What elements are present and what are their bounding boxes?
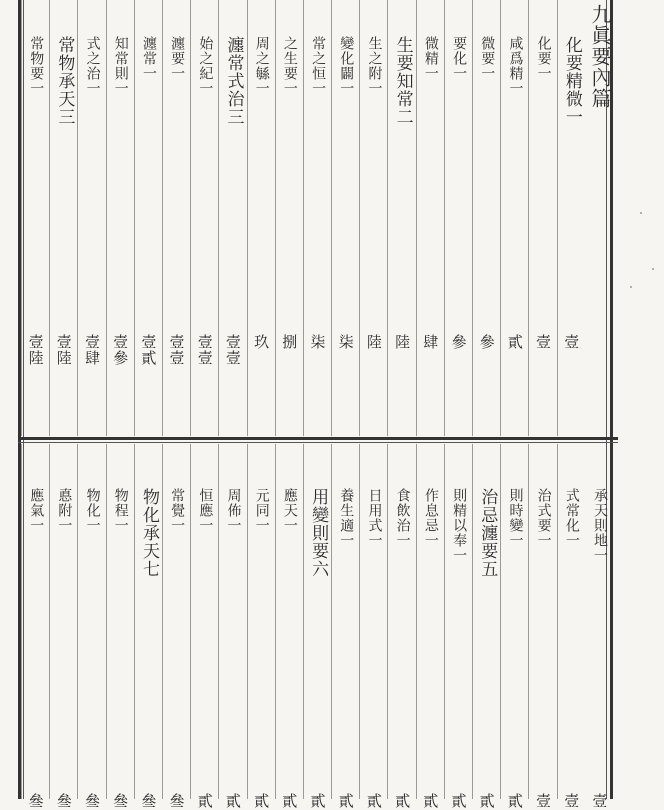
page-number: 陸 xyxy=(366,333,382,351)
section-title: 則時變一 xyxy=(507,488,524,548)
toc-column xyxy=(359,0,388,436)
toc-column xyxy=(106,444,135,810)
toc-column xyxy=(77,0,106,436)
section-title: 治式要一 xyxy=(535,488,552,548)
toc-column xyxy=(472,0,501,436)
page-number: 貳 xyxy=(395,792,411,810)
chapter-title: 生要知常二 xyxy=(392,36,413,126)
page-number: 柒 xyxy=(338,333,354,351)
book-page xyxy=(18,0,618,810)
section-title: 周佈一 xyxy=(225,488,242,533)
section-title: 常覺一 xyxy=(169,488,186,533)
page-number: 貳 xyxy=(254,792,270,810)
page-number: 壹肆 xyxy=(84,333,100,367)
toc-column xyxy=(416,444,445,810)
toc-column xyxy=(275,0,304,436)
page-number: 柒 xyxy=(310,333,326,351)
section-title: 微精一 xyxy=(422,36,439,81)
section-divider xyxy=(18,437,618,440)
chapter-title: 化要精微一 xyxy=(561,36,582,126)
section-title: 作息忌一 xyxy=(422,488,439,548)
scan-speck xyxy=(640,212,642,214)
toc-column xyxy=(387,0,416,436)
section-title: 悳附一 xyxy=(56,488,73,533)
section-title: 應天一 xyxy=(281,488,298,533)
page-number: 貳 xyxy=(310,792,326,810)
page-number: 貳 xyxy=(451,792,467,810)
page-number: 壹 xyxy=(564,333,580,351)
toc-column xyxy=(416,0,445,436)
page-number: 叄 xyxy=(141,792,157,810)
page-number: 玖 xyxy=(254,333,270,351)
toc-column xyxy=(218,444,247,810)
toc-column xyxy=(303,0,332,436)
page-number: 叄 xyxy=(28,792,44,810)
chapter-title: 瀍常式治三 xyxy=(223,36,244,126)
toc-column xyxy=(162,444,191,810)
section-title: 食飲治一 xyxy=(394,488,411,548)
toc-column xyxy=(21,0,50,436)
section-title: 式之治一 xyxy=(84,36,101,96)
toc-column xyxy=(247,0,276,436)
page-number: 叄 xyxy=(56,792,72,810)
page-number: 參 xyxy=(479,333,495,351)
page-number: 貳 xyxy=(282,792,298,810)
page-number: 貳 xyxy=(338,792,354,810)
toc-column xyxy=(472,444,501,810)
section-title: 元同一 xyxy=(253,488,270,533)
section-title: 咸爲精一 xyxy=(507,36,524,96)
section-title: 周之緐一 xyxy=(253,36,270,96)
page-number: 陸 xyxy=(395,333,411,351)
page-number: 壹陸 xyxy=(28,333,44,367)
page-number: 叄 xyxy=(84,792,100,810)
toc-column xyxy=(21,444,50,810)
section-title: 化要一 xyxy=(535,36,552,81)
toc-column xyxy=(134,0,163,436)
page-number: 肆 xyxy=(423,333,439,351)
book-title: 九眞要內篇 xyxy=(588,4,612,109)
page-number: 壹壹 xyxy=(169,333,185,367)
page-number: 壹參 xyxy=(113,333,129,367)
section-divider-inner xyxy=(18,442,618,443)
page-number: 貳 xyxy=(479,792,495,810)
page-number: 貳 xyxy=(423,792,439,810)
chapter-title: 常物承天三 xyxy=(54,36,75,126)
toc-column xyxy=(557,0,586,436)
book-title-column xyxy=(586,0,614,436)
page-number: 壹 xyxy=(536,333,552,351)
section-title: 微要一 xyxy=(479,36,496,81)
toc-column xyxy=(49,444,78,810)
toc-column xyxy=(190,444,219,810)
section-title: 瀍要一 xyxy=(169,36,186,81)
section-title: 物化一 xyxy=(84,488,101,533)
toc-column xyxy=(134,444,163,810)
section-title: 養生適一 xyxy=(338,488,355,548)
scan-speck xyxy=(630,286,632,288)
toc-column xyxy=(247,444,276,810)
page-number: 壹 xyxy=(536,792,552,810)
page-number: 貳 xyxy=(507,792,523,810)
toc-column xyxy=(528,444,557,810)
chapter-title: 治忌瀍要五 xyxy=(477,488,498,578)
page-number: 壹壹 xyxy=(197,333,213,367)
toc-column xyxy=(444,444,473,810)
toc-column xyxy=(49,0,78,436)
toc-column xyxy=(500,444,529,810)
page-number: 壹 xyxy=(564,792,580,810)
page-number: 貳 xyxy=(197,792,213,810)
toc-column xyxy=(331,0,360,436)
section-title: 要化一 xyxy=(451,36,468,81)
toc-column xyxy=(528,0,557,436)
section-title: 式常化一 xyxy=(563,488,580,548)
page-number: 壹壹 xyxy=(225,333,241,367)
page-number: 壹貳 xyxy=(141,333,157,367)
page-number: 參 xyxy=(451,333,467,351)
toc-column xyxy=(444,0,473,436)
toc-column xyxy=(162,0,191,436)
toc-column xyxy=(218,0,247,436)
toc-column xyxy=(331,444,360,810)
page-number: 貳 xyxy=(366,792,382,810)
page-number: 壹 xyxy=(592,792,608,810)
section-title: 常物要一 xyxy=(28,36,45,96)
toc-column xyxy=(303,444,332,810)
section-title: 承天則地一 xyxy=(592,488,608,563)
section-title: 應氣一 xyxy=(28,488,45,533)
toc-top-section xyxy=(22,0,614,436)
page-number: 壹陸 xyxy=(56,333,72,367)
toc-column xyxy=(106,0,135,436)
scan-speck xyxy=(652,268,654,270)
section-title: 則精以奉一 xyxy=(451,488,468,563)
page-number: 捌 xyxy=(282,333,298,351)
toc-column xyxy=(586,444,614,810)
section-title: 生之附一 xyxy=(366,36,383,96)
section-title: 日用式一 xyxy=(366,488,383,548)
toc-column xyxy=(275,444,304,810)
page-number: 叄 xyxy=(169,792,185,810)
toc-column xyxy=(557,444,586,810)
page-number: 貳 xyxy=(507,333,523,351)
section-title: 之生要一 xyxy=(281,36,298,96)
toc-column xyxy=(500,0,529,436)
chapter-title: 用變則要六 xyxy=(308,488,329,578)
section-title: 物程一 xyxy=(112,488,129,533)
chapter-title: 物化承天七 xyxy=(138,488,159,578)
toc-column xyxy=(190,0,219,436)
section-title: 知常則一 xyxy=(112,36,129,96)
toc-bottom-section xyxy=(22,444,614,810)
toc-column xyxy=(77,444,106,810)
section-title: 始之紀一 xyxy=(197,36,214,96)
toc-column xyxy=(359,444,388,810)
section-title: 變化闢一 xyxy=(338,36,355,96)
page-number: 貳 xyxy=(225,792,241,810)
section-title: 恒應一 xyxy=(197,488,214,533)
page-number: 叄 xyxy=(113,792,129,810)
toc-column xyxy=(387,444,416,810)
section-title: 瀍常一 xyxy=(140,36,157,81)
section-title: 常之恒一 xyxy=(310,36,327,96)
